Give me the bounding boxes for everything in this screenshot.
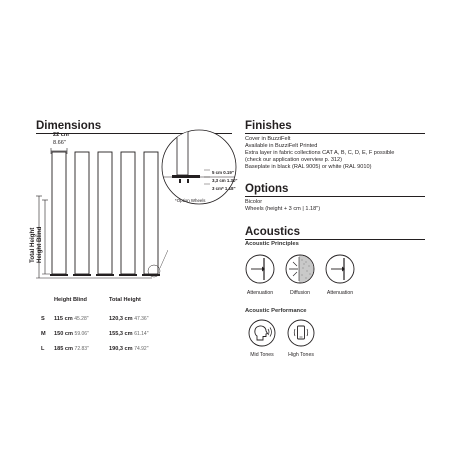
table-row [41,326,149,341]
principle-label: Diffusion [289,290,311,296]
detail-dim-2: 3,3 cm 1.30" [212,178,238,183]
table-header-size [41,297,54,311]
head-voice-icon [248,319,276,347]
row-total-cm: 120,3 cm [109,315,133,322]
options-list [245,199,320,213]
performance-label: High Tones [288,352,314,358]
row-blind-in: 72.83" [74,345,89,352]
principle-label: Attenuation [246,290,274,296]
principle-label: Attenuation [326,290,354,296]
finishes-line: Available in BuzziFelt Printed [245,143,318,149]
options-line: Wheels (height + 3 cm | 1.18") [245,206,321,212]
options-line: Bicolor [245,199,263,205]
dimensions-table [41,297,149,356]
row-blind-cm: 150 cm [54,330,73,337]
row-total-in: 61.14" [134,330,149,337]
row-total-in: 74.92" [134,345,149,352]
table-header-blind: Height Blind [54,297,87,303]
finishes-title: Finishes [245,120,292,132]
row-size: L [41,345,45,352]
options-title: Options [245,183,289,195]
acoustic-principles-title: Acoustic Principles [245,241,299,247]
table-row [41,311,149,326]
finishes-line: Cover in BuzziFelt [245,136,291,142]
diffusion-icon [285,254,315,284]
table-header-total: Total Height [109,297,141,303]
finishes-list [245,136,394,171]
finishes-rule [245,133,425,134]
table-header-row [41,297,149,311]
performance-label: Mid Tones [250,352,274,358]
finishes-line: (check our application overview p. 312) [245,157,343,163]
finishes-line: Baseplate in black (RAL 9005) or white (RAL 9010) [245,164,372,170]
acoustic-performance-title: Acoustic Performance [245,308,307,314]
row-size: M [41,330,46,337]
detail-dim-3: 3 cm* 1.18" [212,186,236,191]
dimensions-title: Dimensions [36,120,102,132]
acoustics-rule [245,239,425,240]
finishes-line: Extra layer in fabric collections CAT A, B, C, D, E, F possible [245,150,395,156]
options-rule [245,196,425,197]
height-blind-label: Height Blind [36,226,43,263]
row-blind-in: 59.06" [74,330,89,337]
phone-ring-icon [287,319,315,347]
row-total-cm: 190,3 cm [109,345,133,352]
table-row [41,341,149,356]
row-blind-in: 45.28" [74,315,89,322]
dimensions-drawing [28,140,168,285]
detail-dim-1: 5 cm 0.19" [212,170,234,175]
row-size: S [41,315,45,322]
attenuation-icon [245,254,275,284]
acoustics-title: Acoustics [245,226,300,238]
width-cm: 22 cm [53,132,69,138]
detail-zoom [160,128,240,208]
row-total-in: 47.36" [134,315,149,322]
total-height-label: Total Height [29,227,36,263]
row-blind-cm: 185 cm [54,345,73,352]
width-in: 8.66" [53,140,66,146]
row-total-cm: 155,3 cm [109,330,133,337]
detail-note: *Option Wheels [175,198,206,203]
attenuation-icon [325,254,355,284]
row-blind-cm: 115 cm [54,315,73,322]
